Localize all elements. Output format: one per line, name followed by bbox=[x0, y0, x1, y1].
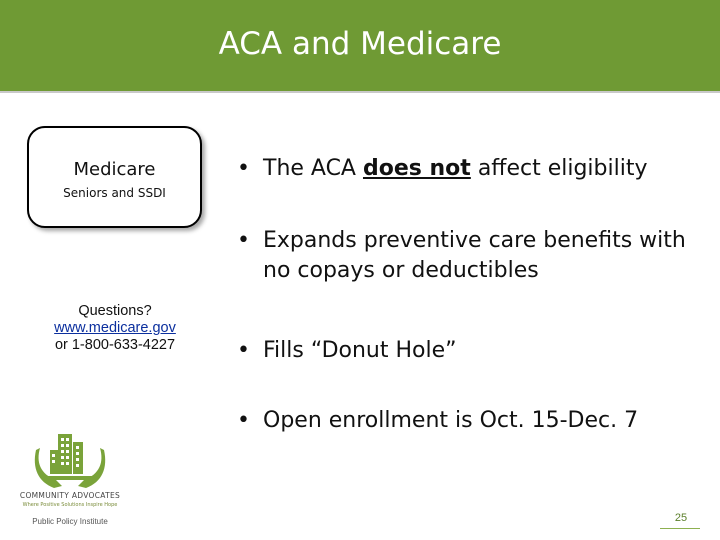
bullet-eligibility bbox=[237, 154, 713, 184]
bullet-icon: • bbox=[237, 338, 250, 363]
bullet-text-end: affect eligibility bbox=[470, 156, 648, 181]
slide-title: ACA and Medicare bbox=[218, 26, 502, 62]
bullet-text: Open enrollment is Oct. 15-Dec. 7 bbox=[263, 408, 639, 433]
logo-subtitle: Public Policy Institute bbox=[32, 517, 108, 526]
community-advocates-logo bbox=[10, 428, 130, 534]
phone-number: or 1-800-633-4227 bbox=[54, 337, 176, 353]
bullet-preventive-care bbox=[237, 226, 713, 286]
bullet-icon: • bbox=[237, 408, 250, 433]
page-number-underline bbox=[660, 528, 700, 529]
box-title: Medicare bbox=[73, 159, 156, 180]
bullet-icon: • bbox=[237, 156, 250, 181]
bullet-emphasis: does not bbox=[362, 156, 471, 181]
divider bbox=[0, 91, 720, 93]
building-hands-icon bbox=[10, 428, 130, 492]
box-subtitle: Seniors and SSDI bbox=[63, 186, 166, 200]
bullet-text: Expands preventive care benefits with no copays or deductibles bbox=[263, 228, 686, 283]
page-number: 25 bbox=[674, 512, 688, 524]
questions-label: Questions? bbox=[78, 303, 152, 319]
logo-name: COMMUNITY ADVOCATES bbox=[19, 491, 121, 500]
bullet-icon: • bbox=[237, 228, 250, 253]
bullet-open-enrollment bbox=[237, 406, 713, 436]
bullet-text: Fills “Donut Hole” bbox=[263, 338, 457, 363]
bullet-text-start: The ACA bbox=[263, 156, 363, 181]
questions-block bbox=[30, 303, 200, 354]
bullet-donut-hole bbox=[237, 336, 713, 366]
medicare-link[interactable]: www.medicare.gov bbox=[54, 320, 176, 336]
medicare-box bbox=[27, 126, 202, 228]
title-bar bbox=[0, 0, 720, 91]
logo-tagline: Where Positive Solutions Inspire Hope bbox=[22, 502, 118, 508]
